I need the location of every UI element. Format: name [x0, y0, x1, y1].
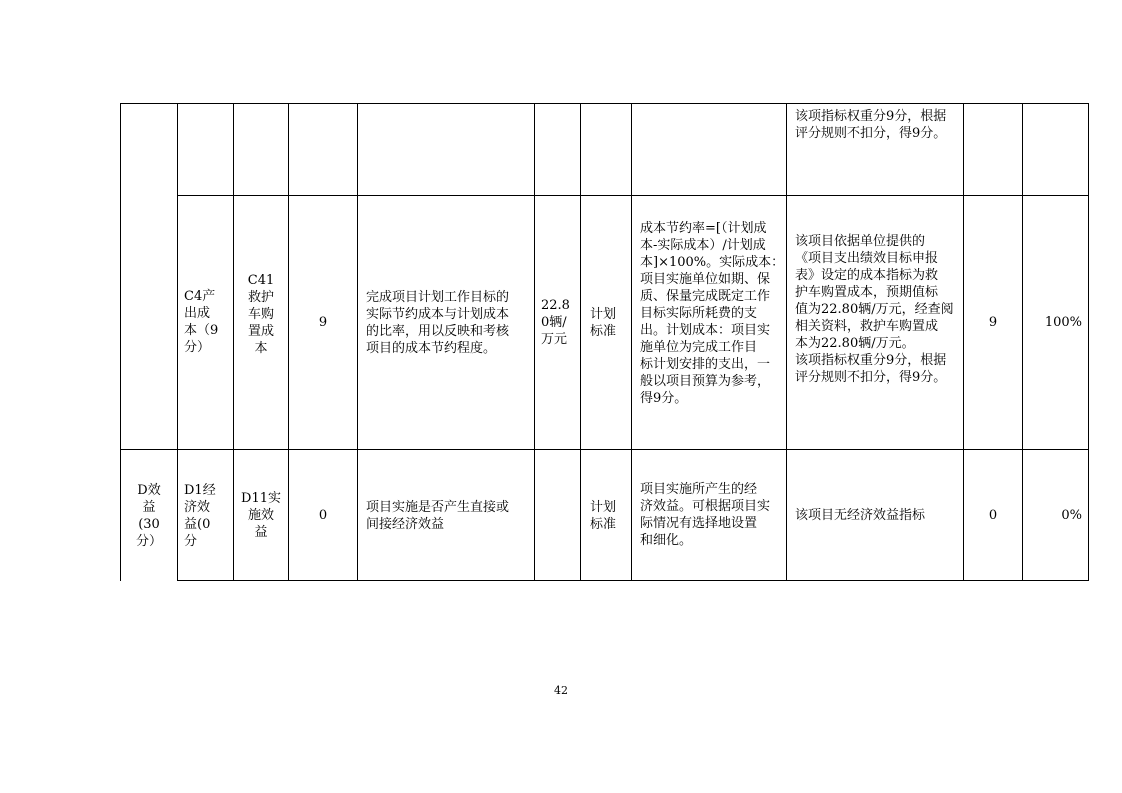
score-rate-cell: 100%	[1044, 315, 1082, 330]
standard-cell: 计划 标准	[590, 307, 617, 339]
score-cell: 9	[988, 315, 998, 330]
indicator-level2-cell: C4产 出成 本（9 分）	[184, 289, 219, 355]
table-rule	[1088, 103, 1089, 581]
weight-cell: 0	[318, 508, 328, 523]
indicator-level3-cell: C41 救护 车购 置成 本	[247, 273, 275, 356]
score-cell: 0	[988, 508, 998, 523]
explanation-cell: 项目实施是否产生直接或 间接经济效益	[366, 500, 510, 532]
indicator-level3-cell: D11实 施效 益	[241, 491, 281, 540]
table-rule	[120, 103, 1089, 104]
indicator-level1-cell: D效 益 (30 分）	[135, 483, 162, 549]
indicator-level2-cell: D1经 济效 益(0 分	[184, 483, 216, 549]
table-rule	[177, 103, 178, 581]
page-number: 42	[554, 684, 568, 697]
scoring-rule-cell: 项目实施所产生的经 济效益。可根据项目实 际情况有选择地设置 和细化。	[640, 482, 771, 548]
score-rate-cell: 0%	[1061, 508, 1082, 523]
standard-cell: 计划 标准	[590, 500, 617, 532]
scoring-rule-cell: 成本节约率=[（计划成 本-实际成本）/计划成 本]×100%。实际成本： 项目实施单位如期、保 质、保量完成既定工作 目标实际所耗费的支 出。计划成本：项目实 施单位为完成工作目 标计划安排的支出，一 般以项目预算为参考， 得9分。	[640, 221, 785, 406]
table-rule	[177, 580, 1089, 581]
table-rule	[631, 103, 632, 581]
table-rule	[177, 195, 1089, 196]
score-note-cell: 该项指标权重分9分，根据 评分规则不扣分，得9分。	[795, 109, 947, 141]
weight-cell: 9	[318, 315, 328, 330]
table-rule	[786, 103, 787, 581]
table-rule	[120, 449, 1089, 450]
target-value-cell: 22.8 0辆/ 万元	[541, 298, 570, 347]
explanation-cell: 完成项目计划工作目标的 实际节约成本与计划成本 的比率，用以反映和考核 项目的成本节约程度。	[366, 290, 510, 356]
score-note-cell: 该项目无经济效益指标	[795, 508, 926, 523]
table-rule	[534, 103, 535, 581]
table-rule	[357, 103, 358, 581]
score-note-cell: 该项目依据单位提供的 《项目支出绩效目标申报 表》设定的成本指标为救 护车购置成本，预期值标 值为22.80辆/万元，经查阅 相关资料，救护车购置成 本为22.80辆/万元。 该项指标权重分9分，根据 评分规则不扣分，得9分。	[795, 234, 954, 385]
